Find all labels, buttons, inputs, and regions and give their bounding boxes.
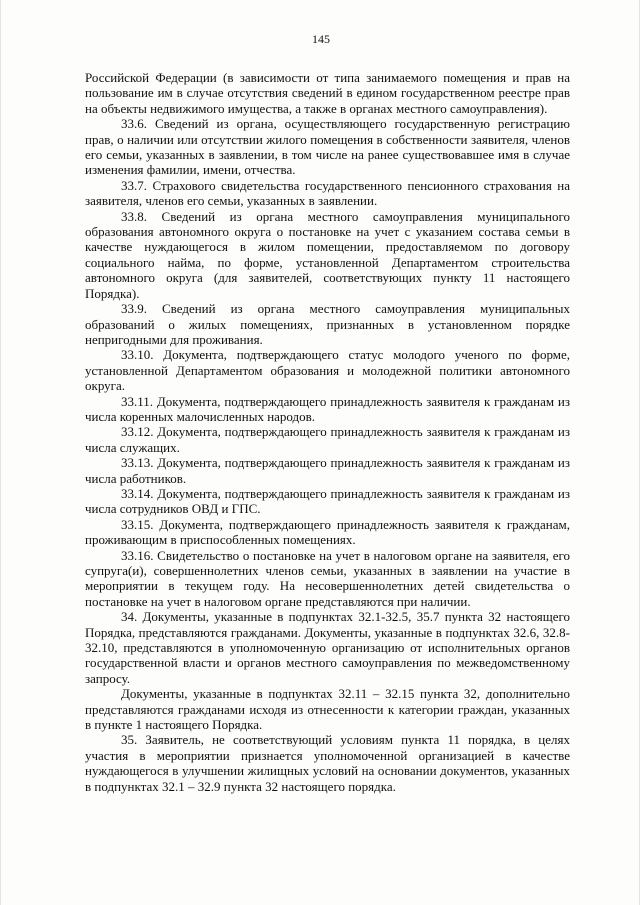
paragraph-33-14: 33.14. Документа, подтверждающего принадлежность заявителя к гражданам из числа сотрудников ОВД и ГПС.	[85, 485, 570, 517]
document-body	[85, 70, 570, 794]
paragraph-33-8: 33.8. Сведений из органа местного самоуправления муниципального образования автономного округа о постановке на учет с указанием состава семьи в качестве нуждающегося в жилом помещении, предоставляемом по договору социального найма, по форме, установленной Департаментом строительства автономного округа (для заявителей, соответствующих пункту 11 настоящего Порядка).	[85, 208, 570, 301]
paragraph-33-13: 33.13. Документа, подтверждающего принадлежность заявителя к гражданам из числа работников.	[85, 455, 570, 486]
paragraph-33-12: 33.12. Документа, подтверждающего принадлежность заявителя к гражданам из числа служащих.	[85, 424, 570, 455]
page-number: 145	[312, 32, 330, 46]
paragraph-33-6: 33.6. Сведений из органа, осуществляющего государственную регистрацию прав, о наличии или отсутствии жилого помещения в собственности заявителя, членов его семьи, указанных в заявлении, в том числе на ранее существовавшее имя в случае изменения фамилии, имени, отчества.	[85, 116, 570, 178]
paragraph-continuation: Российской Федерации (в зависимости от типа занимаемого помещения и прав на пользование им в случае отсутствия сведений в едином государственном реестре прав на объекты недвижимого имущества, а также в органах местного самоуправления).	[85, 70, 570, 116]
paragraph-33-16: 33.16. Свидетельство о постановке на учет в налоговом органе на заявителя, его супруга(и), совершеннолетних членов семьи, указанных в заявлении на участие в мероприятии в текущем году. На несовершеннолетних детей свидетельства о постановке на учет в налоговом органе представляются при наличии.	[85, 547, 570, 609]
paragraph-33-15: 33.15. Документа, подтверждающего принадлежность заявителя к гражданам, проживающим в приспособленных помещениях.	[85, 516, 570, 548]
paragraph-35: 35. Заявитель, не соответствующий условиям пункта 11 порядка, в целях участия в мероприятии признается уполномоченной организацией в качестве нуждающегося в улучшении жилищных условий на основании документов, указанных в подпунктах 32.1 – 32.9 пункта 32 настоящего порядка.	[85, 732, 570, 794]
paragraph-34-additional: Документы, указанные в подпунктах 32.11 – 32.15 пункта 32, дополнительно представляются гражданами исходя из отнесенности к категории граждан, указанных в пункте 1 настоящего Порядка.	[85, 686, 570, 733]
paragraph-33-10: 33.10. Документа, подтверждающего статус молодого ученого по форме, установленной Департаментом образования и молодежной политики автономного округа.	[85, 347, 570, 394]
paragraph-34: 34. Документы, указанные в подпунктах 32.1-32.5, 35.7 пункта 32 настоящего Порядка, представляются гражданами. Документы, указанные в подпунктах 32.6, 32.8-32.10, представляются в уполномоченную организацию от исполнительных органов государственной власти и органов местного самоуправления по межведомственному запросу.	[85, 609, 570, 686]
paragraph-33-9: 33.9. Сведений из органа местного самоуправления муниципальных образований о жилых помещениях, признанных в установленном порядке непригодными для проживания.	[85, 301, 570, 347]
paragraph-33-11: 33.11. Документа, подтверждающего принадлежность заявителя к гражданам из числа коренных малочисленных народов.	[85, 393, 570, 424]
paragraph-33-7: 33.7. Страхового свидетельства государственного пенсионного страхования на заявителя, членов его семьи, указанных в заявлении.	[85, 177, 570, 209]
